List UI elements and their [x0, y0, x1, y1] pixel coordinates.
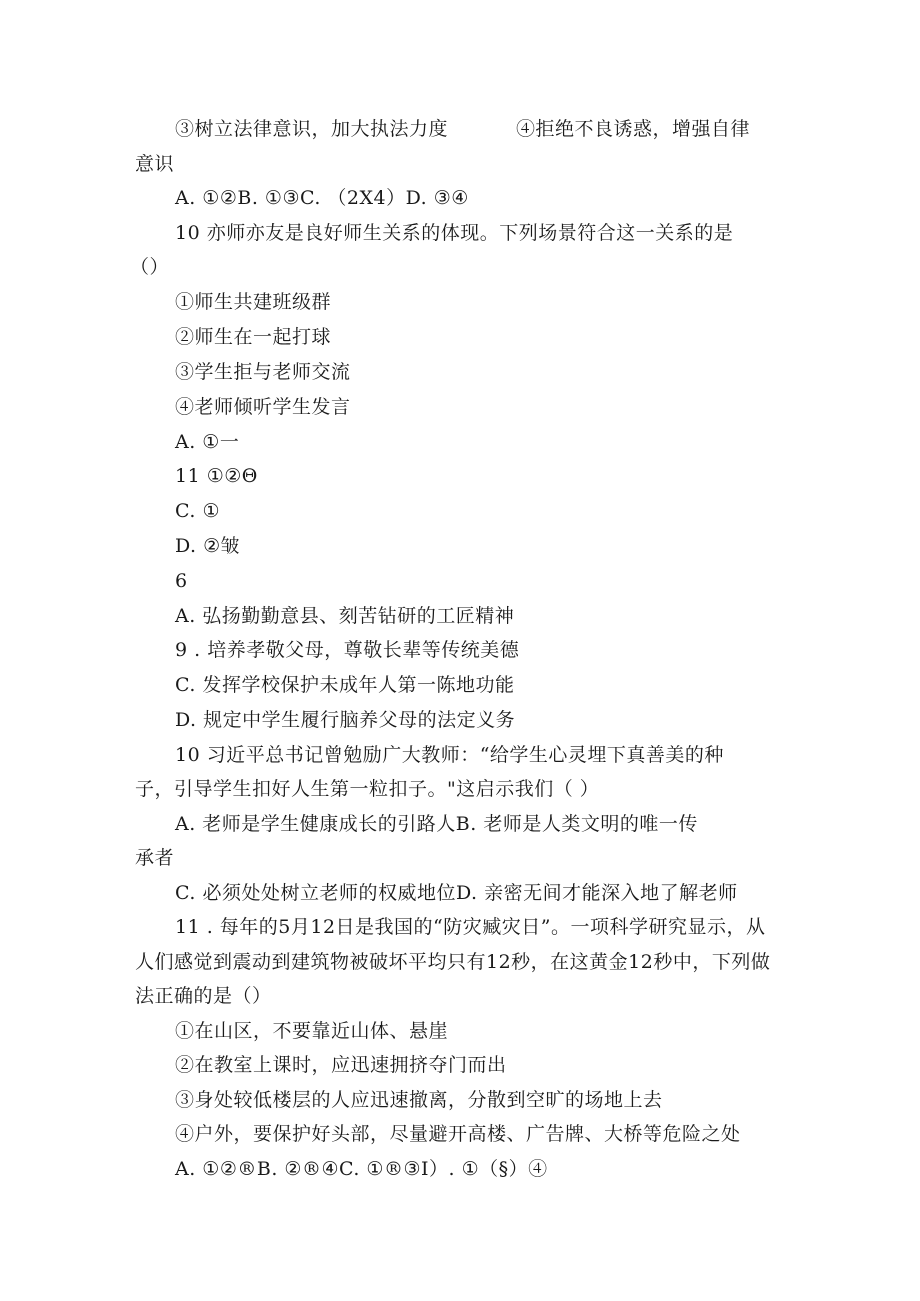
question-11: 11 . 每年的5月12日是我国的“防灾臧灾日”。一项科学研究显示，从: [175, 916, 766, 938]
text-line: 承者: [135, 847, 175, 869]
answer-choices: A. ①②B. ①③C. （2X4）D. ③④: [175, 187, 469, 209]
list-item: ④老师倾听学生发言: [175, 396, 351, 418]
list-item: ①在山区，不要靠近山体、悬崖: [175, 1020, 449, 1042]
option-4: ④拒绝不良诱惑，增强自律: [516, 118, 751, 140]
answer-choice: 11 ①②Θ: [175, 465, 258, 487]
answer-choice: D. ②皱: [175, 535, 241, 557]
text-line: 人们感觉到震动到建筑物被破坏平均只有12秒，在这黄金12秒中，下列做: [135, 951, 771, 973]
answer-choices: A. 老师是学生健康成长的引路人B. 老师是人类文明的唯一传: [175, 813, 698, 835]
answer-choice: 9 . 培养孝敬父母，尊敬长辈等传统美德: [175, 639, 520, 661]
list-item: ②师生在一起打球: [175, 326, 332, 348]
list-item: ③身处较低楼层的人应迅速撤离，分散到空旷的场地上去: [175, 1089, 663, 1111]
answer-choice: C. ①: [175, 500, 220, 522]
answer-choice: A. ①一: [175, 431, 240, 453]
question-10: 10 亦师亦友是良好师生关系的体现。下列场景符合这一关系的是: [175, 222, 734, 244]
text-line: 子，引导学生扣好人生第一粒扣子。"这启示我们（ ）: [135, 778, 600, 800]
answer-choice: A. 弘扬勤勤意县、刻苦钻研的工匠精神: [175, 605, 515, 627]
text-line: （）: [130, 256, 170, 278]
list-item: ④户外，要保护好头部，尽量避开高楼、广告牌、大桥等危险之处: [175, 1123, 741, 1145]
answer-choice: C. 发挥学校保护未成年人第一陈地功能: [175, 674, 515, 696]
list-item: ③学生拒与老师交流: [175, 361, 351, 383]
list-item: ①师生共建班级群: [175, 291, 332, 313]
question-number: 6: [175, 570, 188, 592]
text-line: 意识: [135, 153, 175, 175]
text-line: [175, 117, 750, 141]
option-3: ③树立法律意识，加大执法力度: [175, 118, 449, 140]
list-item: ②在教室上课时，应迅速拥挤夺门而出: [175, 1054, 507, 1076]
answer-choice: D. 规定中学生履行脑养父母的法定义务: [175, 709, 516, 731]
question-10b: 10 习近平总书记曾勉励广大教师：“给学生心灵埋下真善美的种: [175, 744, 724, 766]
text-line: 法正确的是（）: [135, 985, 272, 1007]
answer-choices: C. 必须处处树立老师的权威地位D. 亲密无间才能深入地了解老师: [175, 882, 738, 904]
answer-choices: A. ①②®B. ②®④C. ①®③I）. ①（§）④: [175, 1158, 548, 1180]
